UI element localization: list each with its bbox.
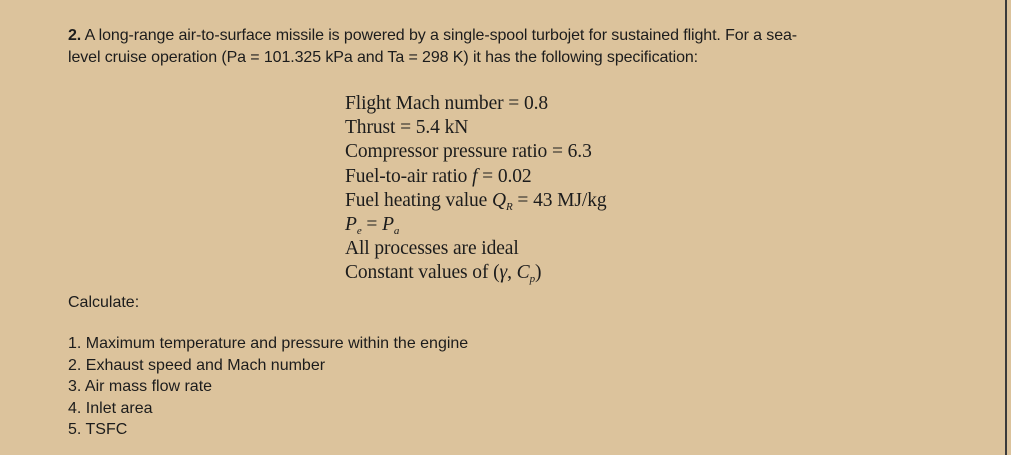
- task-item: 4. Inlet area: [68, 399, 153, 417]
- spec-mach: Flight Mach number = 0.8: [345, 93, 549, 114]
- task-item: 2. Exhaust speed and Mach number: [68, 356, 326, 374]
- pe-equals: =: [361, 214, 383, 236]
- heating-value: = 43 MJ/kg: [512, 189, 607, 211]
- problem-text-line-1: A long-range air-to-surface missile is powered by a single-spool turbojet for sustained flight. For a sea-: [81, 27, 798, 44]
- task-item: 3. Air mass flow rate: [68, 378, 213, 395]
- spec-heating-value: [345, 189, 607, 213]
- heating-subscript: R: [506, 200, 513, 213]
- heating-label: Fuel heating value: [345, 189, 493, 211]
- spec-thrust: Thrust = 5.4 kN: [345, 117, 469, 139]
- heating-symbol: Q: [492, 189, 507, 211]
- problem-text-line-2: level cruise operation (Pa = 101.325 kPa and Ta = 298 K) it has the following specification:: [68, 49, 699, 66]
- constant-label: Constant values of (: [345, 262, 500, 284]
- fuel-air-label: Fuel-to-air ratio: [345, 165, 473, 187]
- spec-pressure-ratio: Compressor pressure ratio = 6.3: [345, 141, 592, 163]
- spec-ideal: All processes are ideal: [345, 238, 519, 260]
- constant-close: ): [535, 262, 542, 284]
- spec-fuel-air-ratio: [345, 165, 607, 189]
- task-item: 5. TSFC: [68, 421, 128, 438]
- specification-list: [345, 92, 607, 286]
- problem-statement: [68, 25, 968, 69]
- calculate-heading: Calculate:: [68, 294, 140, 311]
- task-list: [68, 333, 468, 441]
- task-item: 1. Maximum temperature and pressure within the engine: [68, 335, 469, 352]
- pe-subscript: e: [356, 225, 362, 238]
- fuel-air-value: = 0.02: [477, 165, 532, 187]
- problem-line-1: [68, 25, 968, 47]
- problem-number: 2.: [68, 27, 82, 44]
- cp-subscript: p: [529, 273, 535, 286]
- pa-symbol: P: [382, 214, 394, 236]
- spec-pressure-equality: [345, 213, 607, 237]
- constant-comma: ,: [507, 262, 517, 284]
- gamma-symbol: γ: [499, 262, 508, 284]
- pe-symbol: P: [345, 214, 357, 236]
- pa-subscript: a: [393, 225, 400, 238]
- fuel-air-symbol: f: [472, 165, 478, 187]
- spec-constant-values: [345, 261, 607, 285]
- cp-symbol: C: [516, 262, 530, 284]
